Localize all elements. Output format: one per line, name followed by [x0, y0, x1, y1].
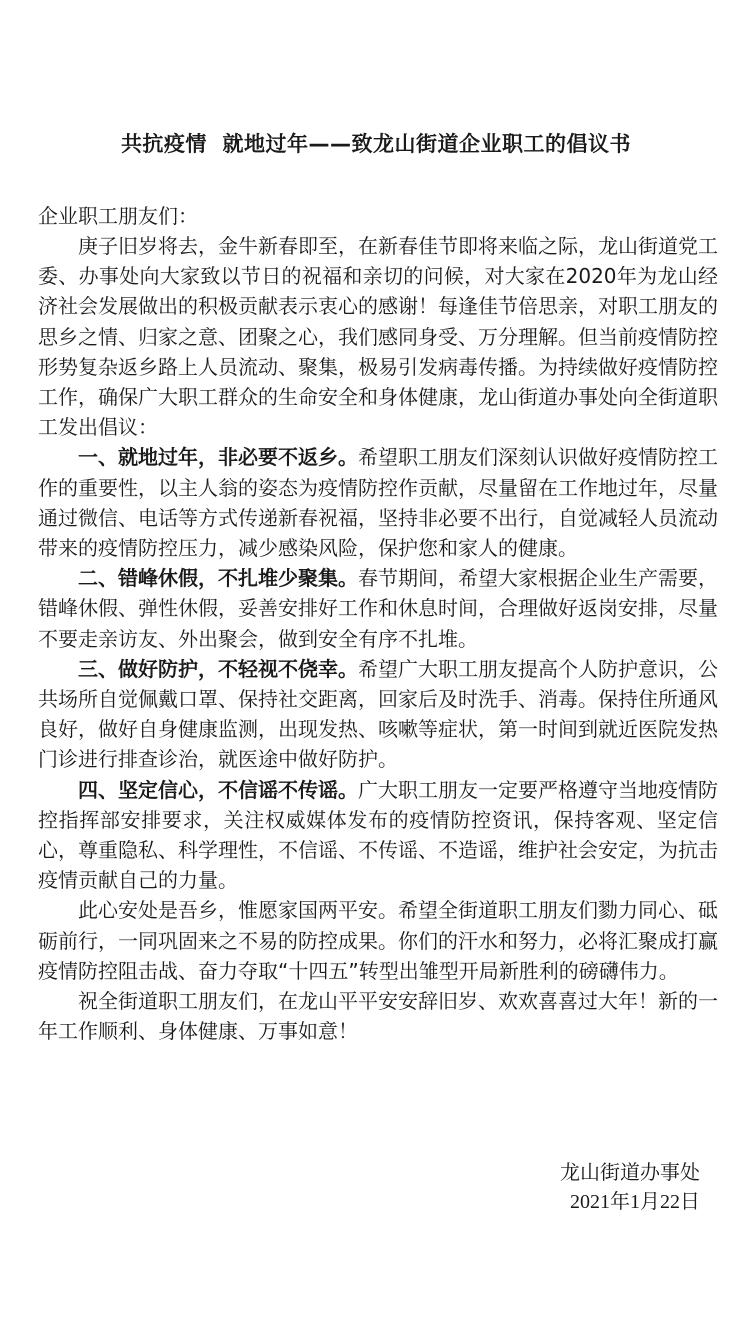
proposal-item-1	[38, 442, 718, 563]
document-title: 共抗疫情 就地过年——致龙山街道企业职工的倡议书	[120, 132, 632, 156]
proposal-text-3: 希望广大职工朋友提高个人防护意识，公共场所自觉佩戴口罩、保持社交距离，回家后及时洗手、消毒。保持住所通风良好，做好自身健康监测，出现发热、咳嗽等症状，第一时间到就近医院发热门诊进行排查诊治，就医途中做好防护。	[38, 656, 718, 772]
proposal-item-2	[38, 563, 718, 654]
proposal-heading-2: 二、错峰休假，不扎堆少聚集。	[78, 566, 358, 591]
proposal-text-1: 希望职工朋友们深刻认识做好疫情防控工作的重要性，以主人翁的姿态为疫情防控作贡献，尽量留在工作地过年，尽量通过微信、电话等方式传递新春祝福，坚持非必要不出行，自觉减轻人员流动带来的疫情防控压力，减少感染风险，保护您和家人的健康。	[38, 445, 718, 561]
signature-org: 龙山街道办事处	[560, 1160, 700, 1184]
closing-paragraph-1: 此心安处是吾乡，惟愿家国两平安。希望全街道职工朋友们勠力同心、砥砺前行，一同巩固来之不易的防控成果。你们的汗水和努力，必将汇聚成打赢疫情防控阻击战、奋力夺取“十四五”转型出雏型开局新胜利的磅礴伟力。	[38, 898, 718, 983]
document-body	[38, 231, 718, 1046]
proposal-text-2: 春节期间，希望大家根据企业生产需要，错峰休假、弹性休假，妥善安排好工作和休息时间，合理做好返岗安排，尽量不要走亲访友、外出聚会，做到安全有序不扎堆。	[38, 566, 718, 651]
signature-date: 2021年1月22日	[570, 1191, 700, 1213]
signature-block	[560, 1157, 700, 1217]
greeting: 企业职工朋友们：	[38, 204, 198, 228]
proposal-heading-1: 一、就地过年，非必要不返乡。	[78, 445, 358, 470]
closing-paragraph-2: 祝全街道职工朋友们，在龙山平平安安辞旧岁、欢欢喜喜过大年！新的一年工作顺利、身体健康、万事如意！	[38, 989, 718, 1044]
intro-paragraph: 庚子旧岁将去，金牛新春即至，在新春佳节即将来临之际，龙山街道党工委、办事处向大家致以节日的祝福和亲切的问候，对大家在2020年为龙山经济社会发展做出的积极贡献表示衷心的感谢！每逢佳节倍思亲，对职工朋友的思乡之情、归家之意、团聚之心，我们感同身受、万分理解。但当前疫情防控形势复杂返乡路上人员流动、聚集，极易引发病毒传播。为持续做好疫情防控工作，确保广大职工群众的生命安全和身体健康，龙山街道办事处向全街道职工发出倡议：	[38, 234, 718, 440]
proposal-heading-4: 四、坚定信心，不信谣不传谣。	[78, 777, 358, 802]
proposal-item-4	[38, 775, 718, 896]
proposal-item-3	[38, 654, 718, 775]
proposal-heading-3: 三、做好防护，不轻视不侥幸。	[78, 656, 358, 681]
proposal-text-4: 广大职工朋友一定要严格遵守当地疫情防控指挥部安排要求，关注权威媒体发布的疫情防控资讯，保持客观、坚定信心，尊重隐私、科学理性，不信谣、不传谣、不造谣，维护社会安定，为抗击疫情贡献自己的力量。	[38, 777, 718, 893]
